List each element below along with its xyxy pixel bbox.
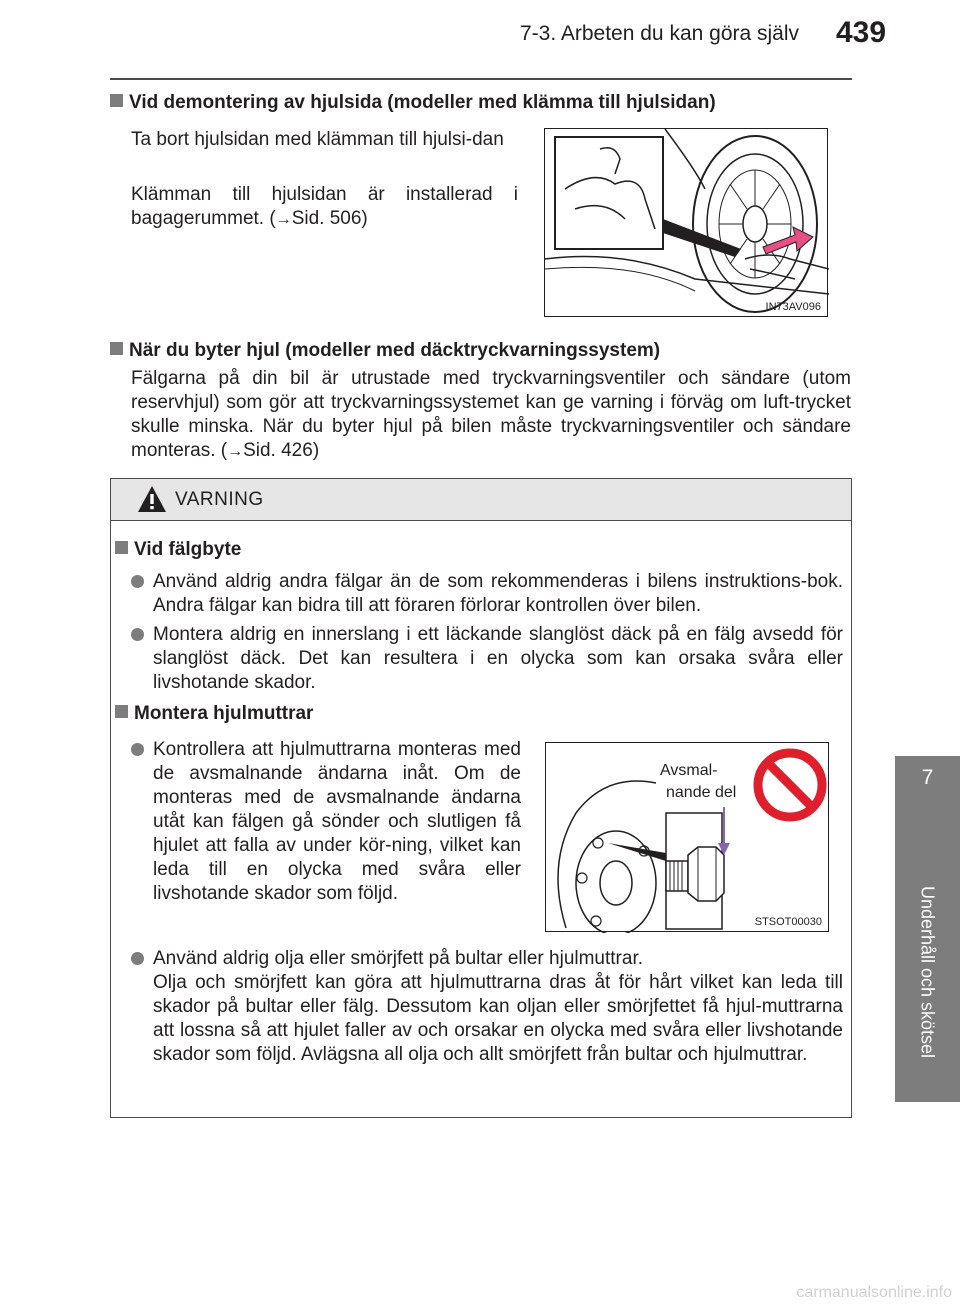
paragraph-text: Fälgarna på din bil är utrustade med tryckvarningsventiler och sändare (utom reservhjul) som gör att tryckvarningssystemet kan ge varning i förväg om luft-trycket skulle minska. När du byter hjul på bilen måste tryckvarningsventiler och sändare monteras. ( xyxy=(131,368,851,461)
figure-tapered-nut xyxy=(545,742,829,932)
warning-triangle-icon xyxy=(137,485,167,513)
round-bullet-icon xyxy=(131,952,144,965)
warning-bullet-rims xyxy=(153,570,843,618)
warning-subheading-rim xyxy=(115,539,241,561)
watermark: carmanualsonline.info xyxy=(796,1284,952,1301)
bullet-text: Montera aldrig en innerslang i ett läckande slanglöst däck på en fälg avsedd för slanglöst däck. Det kan resultera i en olycka som kan orsaka svåra eller livshotande skador. xyxy=(153,624,843,693)
bullet-text-continued: Olja och smörjfett kan göra att hjulmuttrarna dras åt för hårt vilket kan leda till skador på bultar eller fälg. Dessutom kan oljan eller smörjfettet få hjul-muttrarna att lossna så att hjulet faller av och orsakar en olycka med svåra eller livshotande skador som följd. Avlägsna all olja och allt smörjfett från bultar och hjulmuttrar. xyxy=(153,972,843,1065)
tapered-part-label-line1: Avsmal- xyxy=(660,762,718,779)
figure-code: IN73AV096 xyxy=(765,301,821,313)
heading-text: Vid demontering av hjulsida (modeller med klämma till hjulsidan) xyxy=(129,92,716,113)
tapered-part-label-line2: nande del xyxy=(666,784,737,801)
paragraph-text: Klämman till hjulsidan är installerad i bagagerummet. ( xyxy=(131,184,518,229)
warning-header xyxy=(111,479,851,521)
warning-box xyxy=(110,478,852,1118)
header-divider xyxy=(110,78,852,80)
square-bullet-icon xyxy=(110,94,123,107)
round-bullet-icon xyxy=(131,743,144,756)
square-bullet-icon xyxy=(115,705,128,718)
section-heading-tire-change xyxy=(110,340,660,362)
square-bullet-icon xyxy=(110,342,123,355)
warning-bullet-inner-tube xyxy=(153,623,843,695)
wheel-nut-illustration xyxy=(546,743,830,933)
wheel-cover-illustration xyxy=(545,129,829,318)
arrow-right-icon: → xyxy=(227,443,244,460)
arrow-right-icon: → xyxy=(275,211,292,228)
warning-subheading-nuts xyxy=(115,703,313,725)
section-title: 7-3. Arbeten du kan göra själv xyxy=(520,22,800,45)
heading-text: När du byter hjul (modeller med däcktryckvarningssystem) xyxy=(129,340,661,361)
paragraph-clip-location xyxy=(131,183,518,232)
warning-bullet-nut-direction xyxy=(153,738,521,906)
page-reference-link[interactable]: Sid. 426) xyxy=(243,440,320,461)
chapter-number: 7 xyxy=(921,766,934,789)
chapter-tab xyxy=(895,756,960,1102)
page-number: 439 xyxy=(836,16,887,49)
round-bullet-icon xyxy=(131,628,144,641)
section-heading-wheel-cover xyxy=(110,92,716,114)
heading-text: Montera hjulmuttrar xyxy=(134,703,314,724)
warning-bullet-no-oil xyxy=(153,947,843,1067)
chapter-label: Underhåll och skötsel xyxy=(917,885,938,1059)
paragraph-pressure-valves xyxy=(131,367,851,464)
round-bullet-icon xyxy=(131,575,144,588)
square-bullet-icon xyxy=(115,541,128,554)
warning-title: VARNING xyxy=(175,489,264,510)
page-reference-link[interactable]: Sid. 506) xyxy=(291,208,368,229)
figure-wheel-cover-removal xyxy=(544,128,828,317)
heading-text: Vid fälgbyte xyxy=(134,539,242,560)
figure-code: STSOT00030 xyxy=(754,916,822,928)
bullet-text: Kontrollera att hjulmuttrarna monteras med de avsmalnande ändarna inåt. Om de monteras med de avsmalnande ändarna utåt kan fälgen gå sönder och slutligen få hjulet att falla av under kör-ning, vilket kan leda till en olycka med svåra eller livshotande skador som följd. xyxy=(153,739,521,904)
paragraph-remove-cover: Ta bort hjulsidan med klämman till hjulsi-dan xyxy=(131,129,504,150)
bullet-text: Använd aldrig andra fälgar än de som rekommenderas i bilens instruktions-bok. Andra fälgar kan bidra till att föraren förlorar kontrollen över bilen. xyxy=(153,571,843,616)
bullet-text: Använd aldrig olja eller smörjfett på bultar eller hjulmuttrar. xyxy=(153,948,644,969)
